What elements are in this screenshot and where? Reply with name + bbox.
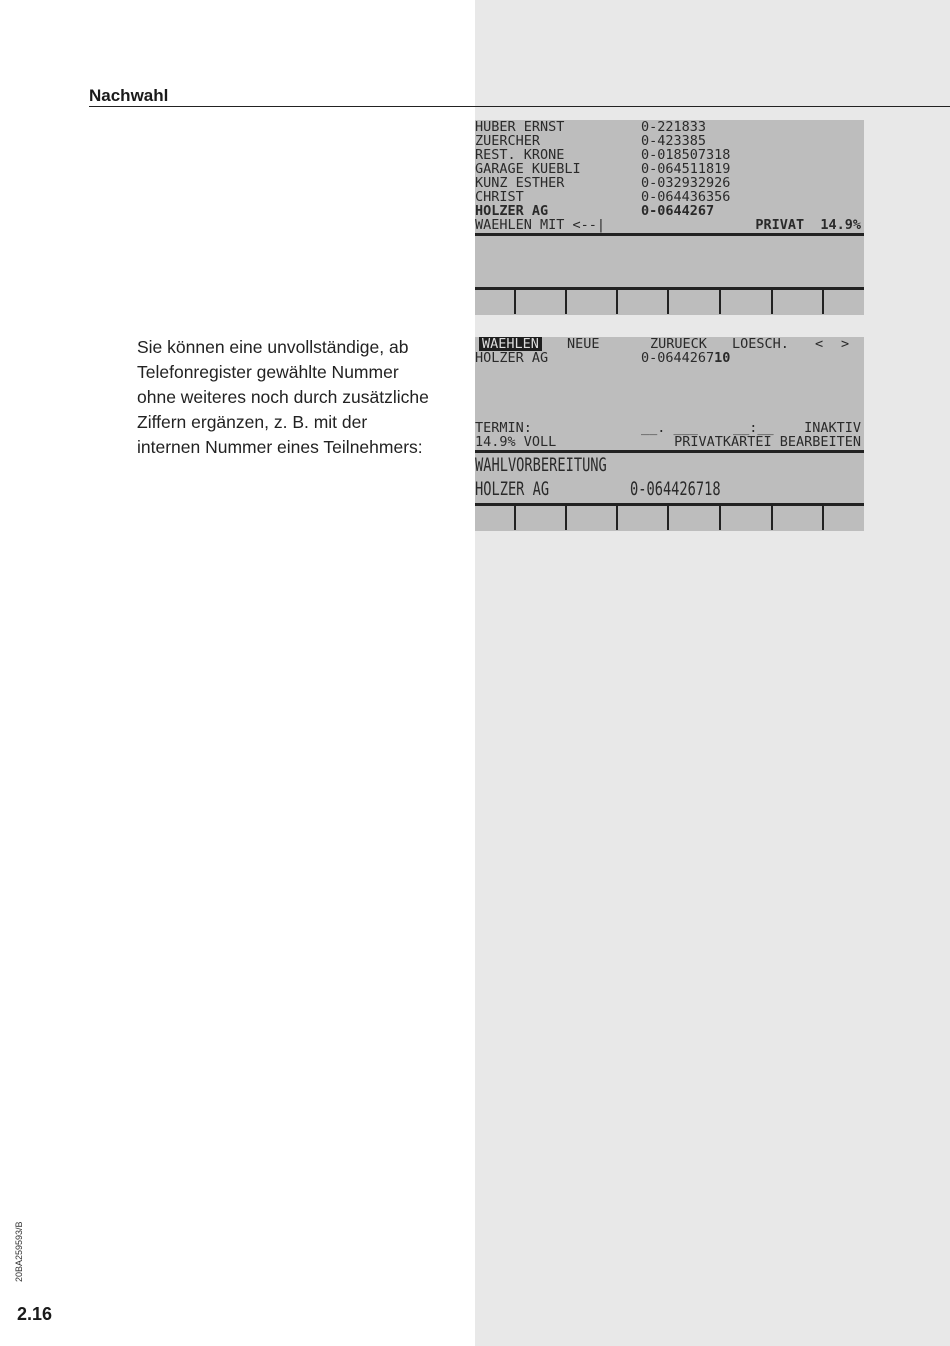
- softkey[interactable]: [822, 506, 824, 530]
- display-separator: [475, 233, 864, 236]
- status-line: [475, 218, 864, 232]
- softkey-bar: [475, 287, 864, 314]
- register-entry: CHRIST 0-064436356: [475, 189, 731, 205]
- added-digits: 10: [714, 350, 731, 366]
- section-title: Nachwahl: [89, 86, 169, 105]
- register-entry: REST. KRONE 0-018507318: [475, 147, 731, 163]
- softkey[interactable]: [565, 506, 567, 530]
- menu-line: [475, 337, 864, 351]
- termin-date: __. ___: [641, 420, 698, 436]
- softkey[interactable]: [514, 290, 516, 314]
- big-name: HOLZER AG: [475, 478, 550, 500]
- menu-waehlen[interactable]: WAEHLEN: [479, 337, 542, 351]
- softkey[interactable]: [514, 506, 516, 530]
- entry-number: 0-064426710: [641, 350, 731, 366]
- big-number: 0-064426718: [630, 478, 721, 500]
- softkey[interactable]: [771, 506, 773, 530]
- memory-status: PRIVAT 14.9%: [755, 217, 861, 233]
- termin-label: TERMIN:: [475, 420, 532, 436]
- action-label: PRIVATKARTEI BEARBEITEN: [674, 434, 861, 450]
- big-title: WAHLVORBEREITUNG: [475, 454, 607, 476]
- termin-state: INAKTIV: [804, 420, 861, 436]
- phone-register-display: [475, 120, 864, 315]
- menu-zurueck[interactable]: ZURUECK: [650, 337, 707, 352]
- selected-entry: [475, 351, 864, 365]
- softkey[interactable]: [616, 290, 618, 314]
- dial-preparation-display: [475, 337, 864, 531]
- entry-name: HOLZER AG: [475, 350, 549, 366]
- register-entry: KUNZ ESTHER 0-032932926: [475, 175, 731, 191]
- title-rule: [89, 106, 950, 107]
- softkey[interactable]: [719, 290, 721, 314]
- page-number: 2.16: [17, 1304, 53, 1324]
- body-paragraph: Sie können eine unvollständige, ab Telefonregister gewählte Nummer ohne weiteres noch durch zusätzliche Ziffern ergänzen, z. B. mit der internen Nummer eines Teilnehmers:: [137, 337, 429, 457]
- softkey[interactable]: [616, 506, 618, 530]
- termin-line: [475, 421, 864, 435]
- memory-full: 14.9% VOLL: [475, 434, 557, 450]
- dial-hint: WAEHLEN MIT <--|: [475, 217, 606, 233]
- menu-right-arrow[interactable]: >: [841, 337, 850, 352]
- softkey[interactable]: [719, 506, 721, 530]
- softkey-bar: [475, 503, 864, 530]
- register-entry: HUBER ERNST 0-221833: [475, 120, 707, 135]
- menu-neue[interactable]: NEUE: [567, 337, 600, 352]
- register-entry-selected: HOLZER AG 0-0644267: [475, 203, 715, 219]
- menu-loesch[interactable]: LOESCH.: [732, 337, 789, 352]
- softkey[interactable]: [667, 290, 669, 314]
- document-code: 20BA259593/B: [14, 1221, 24, 1282]
- softkey[interactable]: [565, 290, 567, 314]
- info-line: [475, 435, 864, 449]
- register-entry: ZUERCHER 0-423385: [475, 133, 707, 149]
- termin-time: __:__: [733, 420, 774, 436]
- display-separator: [475, 450, 864, 453]
- softkey[interactable]: [822, 290, 824, 314]
- softkey[interactable]: [667, 506, 669, 530]
- softkey[interactable]: [771, 290, 773, 314]
- menu-left-arrow[interactable]: <: [815, 337, 824, 352]
- register-entry: GARAGE KUEBLI 0-064511819: [475, 161, 731, 177]
